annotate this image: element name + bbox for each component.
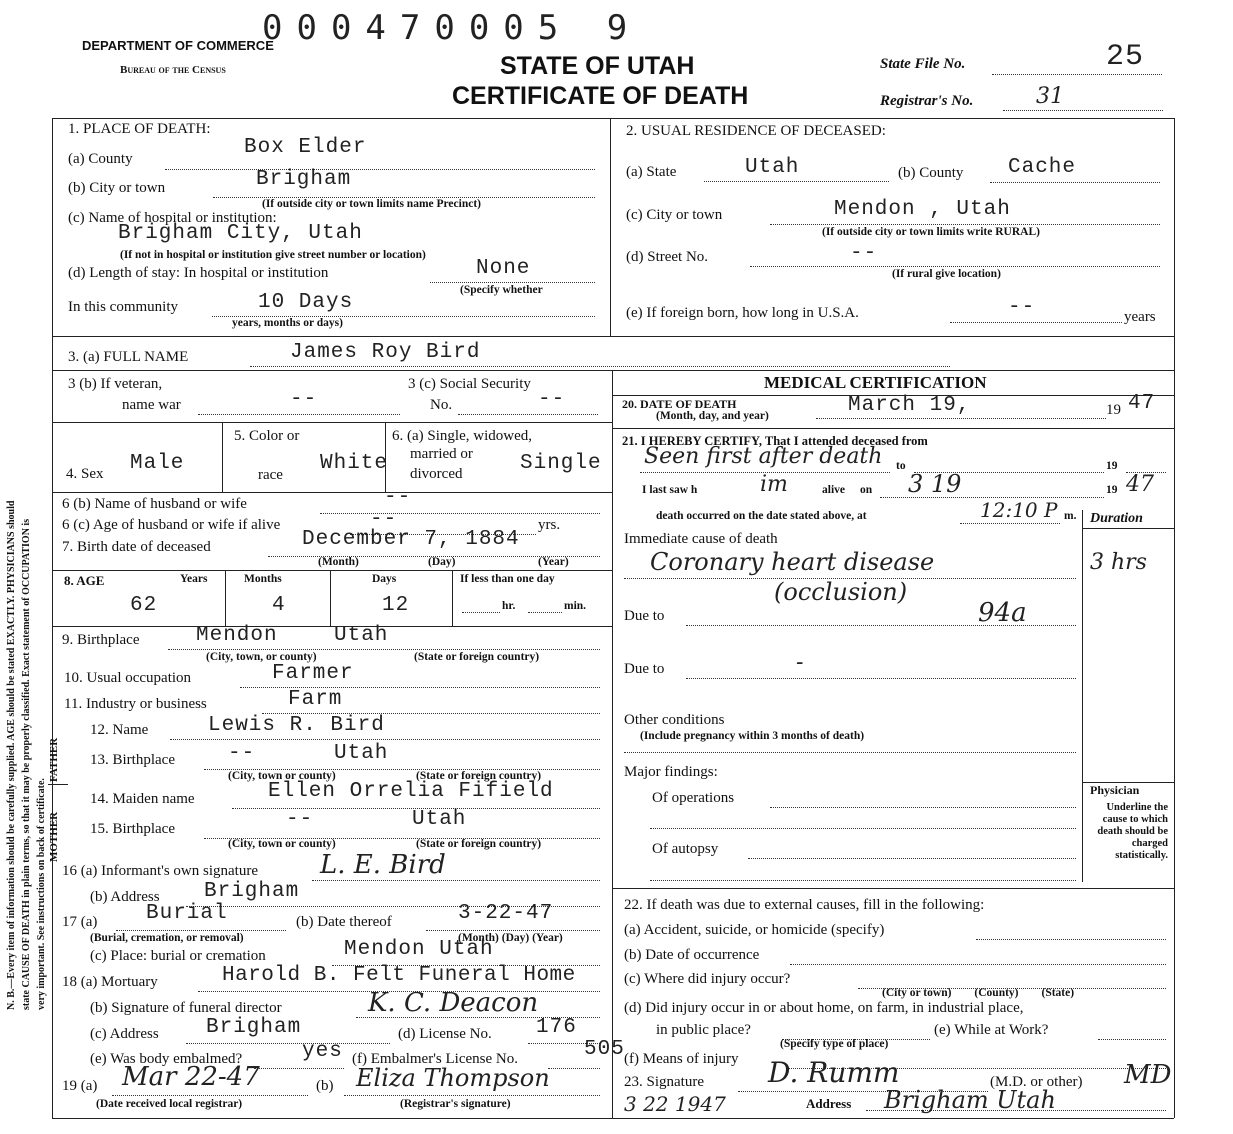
- department-label: DEPARTMENT OF COMMERCE: [82, 38, 274, 53]
- residence-city: Mendon , Utah: [834, 198, 1011, 221]
- registrar-signature: Eliza Thompson: [356, 1064, 550, 1092]
- due-to-code: 94a: [978, 598, 1027, 628]
- community-note: years, months or days): [232, 317, 343, 329]
- medical-heading: MEDICAL CERTIFICATION: [764, 373, 987, 392]
- burial-date-note: (Month) (Day) (Year): [458, 932, 563, 944]
- last-saw-pronoun: im: [760, 472, 788, 497]
- spouse-age-label: 6 (c) Age of husband or wife if alive: [62, 517, 281, 533]
- father-state-note: (State or foreign country): [416, 770, 542, 782]
- residence-state: Utah: [745, 156, 800, 179]
- license-number: 176: [536, 1016, 577, 1039]
- embalmed: yes: [302, 1040, 343, 1063]
- last-saw-label: I last saw h: [642, 484, 698, 496]
- city-label: (b) City or town: [68, 180, 166, 196]
- place-of-death-heading: 1. PLACE OF DEATH:: [68, 121, 211, 137]
- occupation-label: 10. Usual occupation: [64, 670, 192, 686]
- informant-address: Brigham: [204, 880, 300, 903]
- immediate-cause-detail: (occlusion): [774, 578, 908, 606]
- md-designation: MD: [1124, 1060, 1172, 1090]
- stamp-number: 000470005 9: [262, 8, 642, 48]
- side-instruction-line-1: N. B.—Every item of information should be carefully supplied. AGE should be stated EXACTLY. PHYSICIANS should: [6, 500, 17, 1010]
- sex-label: 4. Sex: [66, 466, 104, 482]
- specify-place-note: (Specify type of place): [780, 1038, 889, 1050]
- to-label: to: [896, 460, 906, 472]
- registrar-note: (Registrar's signature): [400, 1098, 511, 1110]
- marital-status: Single: [520, 452, 602, 475]
- received-label: 19 (a): [62, 1078, 98, 1094]
- mother-label: MOTHER: [48, 811, 60, 862]
- registrar-number-label: Registrar's No.: [880, 93, 974, 109]
- birthplace-city: Mendon: [196, 624, 278, 647]
- stay-community: 10 Days: [258, 291, 354, 314]
- ss-label: 3 (c) Social Security: [408, 376, 531, 392]
- certify-label: 21. I HEREBY CERTIFY, That I attended deceased from: [622, 434, 928, 448]
- mortuary-address: Brigham: [206, 1016, 302, 1039]
- embalmer-label: (f) Embalmer's License No.: [352, 1051, 518, 1067]
- death-date: March 19,: [848, 394, 971, 417]
- received-note: (Date received local registrar): [96, 1098, 243, 1110]
- death-county: Box Elder: [244, 136, 367, 159]
- death-hospital: Brigham City, Utah: [118, 222, 363, 245]
- burial-label: 17 (a): [62, 914, 98, 930]
- last-saw-date: 3 19: [908, 470, 962, 498]
- mortuary-label: 18 (a) Mortuary: [62, 974, 158, 990]
- age-days-label: Days: [372, 573, 397, 585]
- last-saw-year: 47: [1126, 472, 1154, 497]
- father-name: Lewis R. Bird: [208, 714, 385, 737]
- side-instruction-line-3: very important. See instructions on back of certificate.: [36, 778, 47, 1010]
- age-years: 62: [130, 594, 158, 617]
- residence-street: --: [850, 242, 878, 265]
- street-note: (If rural give location): [892, 268, 1001, 280]
- mother-birthplace-state: Utah: [412, 808, 467, 831]
- physician-title: Physician: [1090, 783, 1140, 797]
- residence-heading: 2. USUAL RESIDENCE OF DECEASED:: [626, 123, 886, 139]
- physician-address: Brigham Utah: [884, 1086, 1056, 1114]
- license-label: (d) License No.: [398, 1026, 492, 1042]
- physician-note: Underline the cause to which death should be charged statistically.: [1097, 802, 1168, 861]
- foreign-label: (e) If foreign born, how long in U.S.A.: [626, 305, 859, 321]
- other-conditions-note: (Include pregnancy within 3 months of death): [640, 730, 865, 742]
- major-findings-label: Major findings:: [624, 764, 718, 780]
- birth-year-note: (Year): [538, 556, 569, 568]
- burial-note: (Burial, cremation, or removal): [90, 932, 244, 944]
- death-year-prefix: 19: [1106, 402, 1121, 418]
- spouse-age: --: [370, 508, 398, 531]
- mother-birthplace-label: 15. Birthplace: [90, 821, 175, 837]
- sex: Male: [130, 452, 185, 475]
- ss-label-2: No.: [430, 397, 453, 413]
- spouse-label: 6 (b) Name of husband or wife: [62, 496, 247, 512]
- duration-label: Duration: [1090, 511, 1143, 526]
- state-title: STATE OF UTAH: [500, 52, 695, 80]
- accident-label: (a) Accident, suicide, or homicide (specify): [624, 922, 885, 938]
- social-security: --: [538, 388, 566, 411]
- birth-month-note: (Month): [318, 556, 359, 568]
- bureau-label: Bureau of the Census: [120, 64, 226, 76]
- where-note: (City or town) (County) (State): [882, 987, 1075, 999]
- registrar-signature-label: (b): [316, 1078, 334, 1094]
- home-label: (d) Did injury occur in or about home, on farm, in industrial place,: [624, 1000, 1024, 1016]
- birthplace-state: Utah: [334, 624, 389, 647]
- street-label: (d) Street No.: [626, 249, 709, 265]
- informant-signature-label: 16 (a) Informant's own signature: [62, 863, 258, 879]
- death-city: Brigham: [256, 168, 352, 191]
- burial-type: Burial: [146, 902, 228, 925]
- marital-label-3: divorced: [410, 466, 463, 482]
- to-year-prefix: 19: [1106, 460, 1118, 472]
- physician-address-label: Address: [806, 1096, 852, 1111]
- residence-county-label: (b) County: [898, 165, 964, 181]
- where-label: (c) Where did injury occur?: [624, 971, 791, 987]
- occurrence-label: (b) Date of occurrence: [624, 947, 760, 963]
- signature-date: 3 22 1947: [624, 1092, 726, 1116]
- on-label: on: [860, 484, 873, 496]
- autopsy-label: Of autopsy: [652, 841, 719, 857]
- county-label: (a) County: [68, 151, 133, 167]
- informant-address-label: (b) Address: [90, 889, 160, 905]
- alive-label: alive: [822, 484, 845, 496]
- burial-place-label: (c) Place: burial or cremation: [90, 948, 266, 964]
- certificate-title: CERTIFICATE OF DEATH: [452, 82, 749, 110]
- yrs-label: yrs.: [538, 517, 561, 533]
- side-instruction-line-2: state CAUSE OF DEATH in plain terms, so that it may be properly classified. Exact statement of OCCUPATION is: [21, 518, 32, 1010]
- occurred-label: death occurred on the date stated above, at: [656, 510, 867, 522]
- embalmer-license: 505: [584, 1038, 625, 1061]
- mother-state-note: (State or foreign country): [416, 838, 542, 850]
- marital-label-1: 6. (a) Single, widowed,: [392, 428, 532, 444]
- attended-from: Seen first after death: [644, 444, 883, 469]
- age-less-label: If less than one day: [460, 573, 555, 585]
- immediate-cause: Coronary heart disease: [650, 548, 935, 576]
- mother-name-label: 14. Maiden name: [90, 791, 195, 807]
- min-label: min.: [564, 600, 587, 612]
- foreign-years: --: [1008, 296, 1036, 319]
- md-label: (M.D. or other): [990, 1074, 1083, 1090]
- cause-duration: 3 hrs: [1090, 550, 1147, 575]
- birthplace-state-note: (State or foreign country): [414, 651, 540, 663]
- operations-label: Of operations: [652, 790, 735, 806]
- signature-label: 23. Signature: [624, 1074, 704, 1090]
- director-signature: K. C. Deacon: [368, 988, 539, 1018]
- burial-place: Mendon Utah: [344, 938, 494, 961]
- father-name-label: 12. Name: [90, 722, 149, 738]
- burial-date: 3-22-47: [458, 902, 554, 925]
- due-to-label-1: Due to: [624, 608, 665, 624]
- external-heading: 22. If death was due to external causes, fill in the following:: [624, 897, 985, 913]
- mortuary: Harold B. Felt Funeral Home: [222, 964, 576, 987]
- years-label: years: [1124, 309, 1156, 325]
- birth-date-label: 7. Birth date of deceased: [62, 539, 211, 555]
- spouse-name: --: [384, 486, 412, 509]
- color-label: 5. Color or: [234, 428, 300, 444]
- father-label: FATHER: [48, 737, 60, 782]
- informant-signature: L. E. Bird: [320, 850, 446, 880]
- state-file-number: 25: [1106, 40, 1145, 74]
- father-birthplace-city: --: [228, 742, 256, 765]
- veteran-label: 3 (b) If veteran,: [68, 376, 163, 392]
- stay-label: (d) Length of stay: In hospital or institution: [68, 265, 329, 281]
- city-note: (If outside city or town limits name Precinct): [262, 198, 481, 210]
- due-to-label-2: Due to: [624, 661, 665, 677]
- mortuary-address-label: (c) Address: [90, 1026, 159, 1042]
- industry-label: 11. Industry or business: [64, 696, 207, 712]
- birthplace-city-note: (City, town, or county): [206, 651, 317, 663]
- race-label: race: [258, 467, 283, 483]
- age-months: 4: [272, 594, 286, 617]
- hr-label: hr.: [502, 600, 516, 612]
- veteran-war: --: [290, 388, 318, 411]
- age-days: 12: [382, 594, 410, 617]
- father-city-note: (City, town or county): [228, 770, 336, 782]
- age-months-label: Months: [244, 573, 282, 585]
- industry: Farm: [288, 688, 343, 711]
- due-to-2: -: [796, 650, 804, 675]
- community-label: In this community: [68, 299, 178, 315]
- residence-county: Cache: [1008, 156, 1077, 179]
- mother-city-note: (City, town or county): [228, 838, 336, 850]
- stay-hospital: None: [476, 257, 531, 280]
- public-place-label: in public place?: [656, 1022, 751, 1038]
- father-birthplace-label: 13. Birthplace: [90, 752, 175, 768]
- birthplace-label: 9. Birthplace: [62, 632, 140, 648]
- age-label: 8. AGE: [64, 573, 105, 588]
- age-years-label: Years: [180, 573, 208, 585]
- mother-name: Ellen Orrelia Fifield: [268, 780, 554, 803]
- other-conditions-label: Other conditions: [624, 712, 725, 728]
- work-label: (e) While at Work?: [934, 1022, 1049, 1038]
- last-saw-year-prefix: 19: [1106, 484, 1118, 496]
- full-name-label: 3. (a) FULL NAME: [68, 349, 189, 365]
- veteran-label-2: name war: [122, 397, 181, 413]
- immediate-cause-label: Immediate cause of death: [624, 531, 778, 547]
- residence-city-label: (c) City or town: [626, 207, 723, 223]
- residence-city-note: (If outside city or town limits write RURAL): [822, 226, 1040, 238]
- birth-day-note: (Day): [428, 556, 456, 568]
- marital-label-2: married or: [410, 446, 473, 462]
- mother-birthplace-city: --: [286, 808, 314, 831]
- embalmed-label: (e) Was body embalmed?: [90, 1051, 243, 1067]
- hospital-note: (If not in hospital or institution give street number or location): [120, 249, 426, 261]
- death-year: 47: [1128, 392, 1156, 415]
- m-label: m.: [1064, 510, 1077, 522]
- full-name: James Roy Bird: [290, 341, 481, 364]
- burial-date-label: (b) Date thereof: [296, 914, 392, 930]
- death-time: 12:10 P: [980, 498, 1058, 522]
- means-label: (f) Means of injury: [624, 1051, 739, 1067]
- registrar-number: 31: [1036, 84, 1064, 109]
- birth-date: December 7, 1884: [302, 528, 520, 551]
- death-date-label: 20. DATE OF DEATH: [622, 397, 737, 411]
- occupation: Farmer: [272, 662, 354, 685]
- director-label: (b) Signature of funeral director: [90, 1000, 282, 1016]
- physician-signature: D. Rumm: [768, 1056, 900, 1089]
- date-received: Mar 22-47: [122, 1062, 260, 1092]
- death-date-label-2: (Month, day, and year): [656, 410, 769, 422]
- hospital-label: (c) Name of hospital or institution:: [68, 210, 277, 226]
- residence-state-label: (a) State: [626, 164, 677, 180]
- state-file-label: State File No.: [880, 56, 966, 72]
- specify-note: (Specify whether: [460, 284, 543, 296]
- father-birthplace-state: Utah: [334, 742, 389, 765]
- race: White: [320, 452, 389, 475]
